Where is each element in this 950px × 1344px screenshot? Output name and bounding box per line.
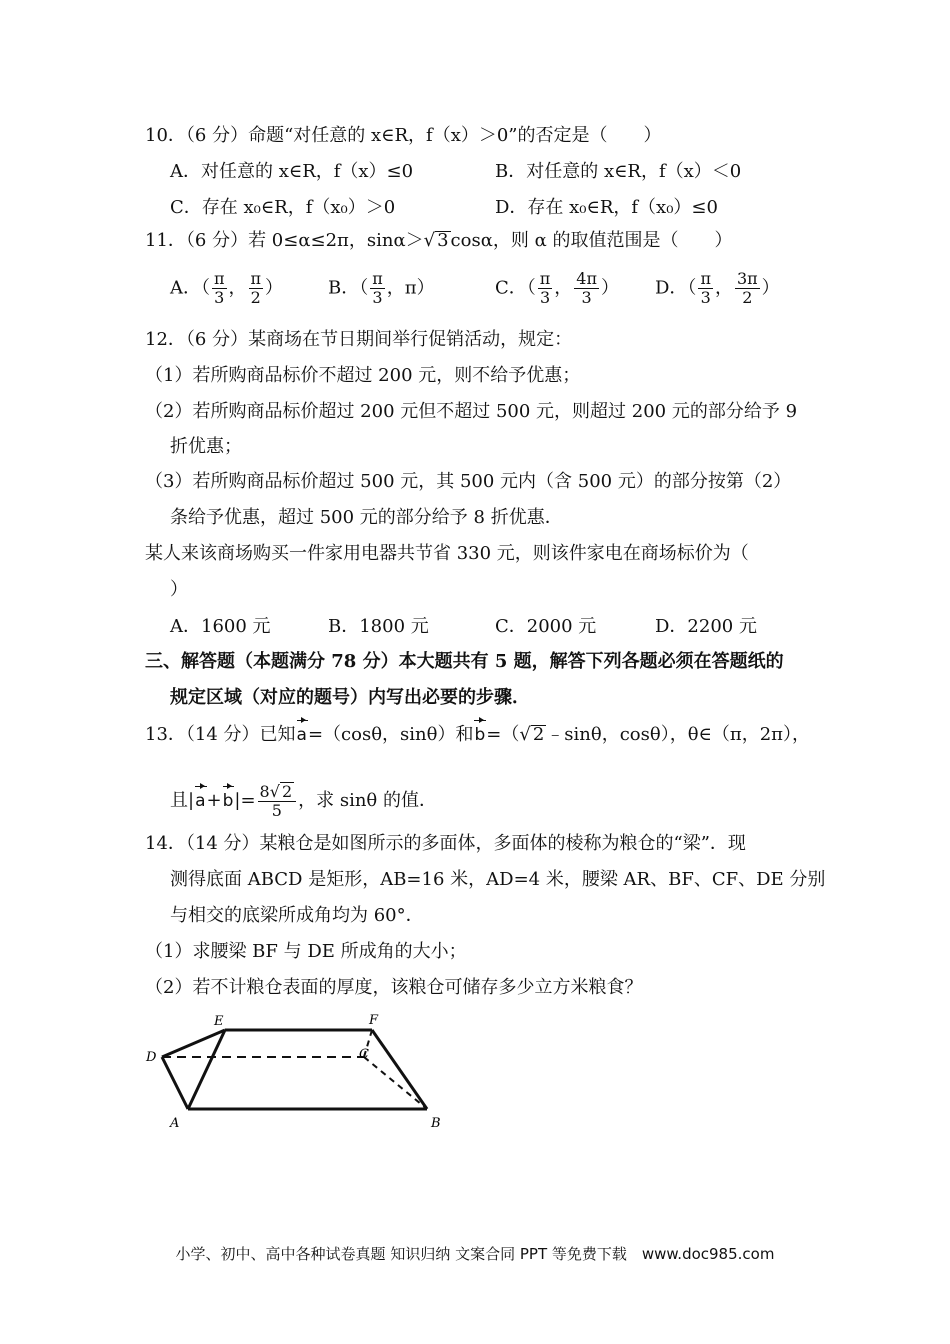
frac-num-radicand: 2: [281, 782, 293, 801]
q10-option-c: C．存在 x₀∈R，f（x₀）＞0: [170, 197, 396, 218]
q12-question-line2: ）: [170, 579, 188, 600]
q11-option-b: [328, 270, 435, 307]
q13-cond-start: 且|: [170, 790, 195, 811]
q11-stem: [145, 229, 732, 253]
q12-question-line1: 某人来该商场购买一件家用电器共节省 330 元，则该件家电在商场标价为（: [145, 543, 749, 564]
q12-rule-2-line1: （2）若所购商品标价超过 200 元但不超过 500 元，则超过 200 元的部分给予 9: [145, 401, 798, 422]
vector-b: b: [474, 725, 486, 745]
q13-vec-b-rest: ﹣sinθ，cosθ），θ∈（π，2π），: [546, 724, 810, 745]
q11-d-frac2: [735, 270, 760, 307]
q12-option-a: A．1600 元: [170, 616, 271, 637]
q12-option-b: B．1800 元: [328, 616, 429, 637]
q11-d-frac1: [698, 270, 713, 307]
q11-option-c: [495, 270, 619, 307]
q11-stem-end: cosα，则 α 的取值范围是（ ）: [450, 230, 733, 251]
q12-stem: 12．（6 分）某商场在节日期间举行促销活动，规定：: [145, 329, 573, 350]
q13-fraction: [258, 782, 297, 820]
q11-a-label: A．（: [170, 277, 210, 299]
frac-num: π: [700, 269, 711, 288]
q10-stem: 10．（6 分）命题“对任意的 x∈R，f（x）＞0”的否定是（ ）: [145, 125, 662, 146]
section3-heading-line1: 三、解答题（本题满分 78 分）本大题共有 5 题，解答下列各题必须在答题纸的: [145, 651, 784, 672]
comma: ，: [228, 277, 247, 299]
vertex-label-c: C: [359, 1047, 369, 1062]
sqrt3-expression: √ 3: [423, 230, 449, 251]
q11-option-a: [170, 270, 283, 307]
q12-option-c: C．2000 元: [495, 616, 597, 637]
section3-heading-line2: 规定区域（对应的题号）内写出必要的步骤．: [170, 687, 530, 708]
frac-den: 3: [581, 288, 592, 307]
q11-stem-start: 11．（6 分）若 0≤α≤2π，sinα＞: [145, 230, 424, 251]
q13-line2: [170, 782, 437, 820]
q11-a-frac2: [249, 270, 264, 307]
frac-num: 3π: [736, 269, 758, 288]
paren-close: ）: [761, 277, 780, 299]
frac-num: π: [539, 269, 551, 288]
granary-polyhedron-figure: [140, 1005, 450, 1135]
edge-fb: [372, 1030, 427, 1109]
frac-num: π: [214, 269, 225, 288]
vector-a: a: [195, 791, 206, 811]
frac-num: 4π: [576, 269, 597, 288]
frac-den: 5: [271, 801, 282, 820]
edge-da: [162, 1057, 188, 1109]
frac-den: 3: [700, 288, 711, 307]
q10-option-b: B．对任意的 x∈R，f（x）＜0: [495, 161, 742, 182]
q14-sub1: （1）求腰梁 BF 与 DE 所成角的大小；: [145, 941, 467, 962]
q11-b-label: B．（: [328, 277, 369, 299]
vector-b: b: [222, 791, 234, 811]
q12-rule-3-line2: 条给予优惠，超过 500 元的部分给予 8 折优惠．: [170, 507, 563, 528]
q13-vec-a-def: =（cosθ，sinθ）和: [307, 724, 474, 745]
q10-option-a: A．对任意的 x∈R，f（x）≤0: [170, 161, 414, 182]
q11-c-label: C．（: [495, 277, 536, 299]
vertex-label-d: D: [146, 1050, 157, 1065]
comma: ，: [554, 277, 573, 299]
vertex-label-e: E: [214, 1014, 224, 1029]
q11-b-frac1: [370, 270, 385, 307]
paren-close: ）: [601, 277, 619, 299]
vector-a: a: [296, 725, 307, 745]
frac-num-coef: 8: [259, 782, 270, 801]
q12-rule-1: （1）若所购商品标价不超过 200 元，则不给予优惠；: [145, 365, 581, 386]
q13-start: 13．（14 分）已知: [145, 724, 296, 745]
q13-ask: ，求 sinθ 的值．: [298, 790, 437, 811]
q14-sub2: （2）若不计粮仓表面的厚度，该粮仓可储存多少立方米粮食？: [145, 977, 643, 998]
sqrt2-radicand: 2: [532, 724, 545, 745]
q11-a-frac1: [212, 270, 227, 307]
q14-line2: 测得底面 ABCD 是矩形，AB=16 米，AD=4 米，腰梁 AR、BF、CF、DE 分别: [170, 869, 826, 890]
q12-rule-3-line1: （3）若所购商品标价超过 500 元，其 500 元内（含 500 元）的部分按第（2）: [145, 471, 792, 492]
q14-line3: 与相交的底梁所成角均为 60°．: [170, 905, 424, 926]
q12-option-d: D．2200 元: [655, 616, 757, 637]
frac-num: 8√ 2: [258, 782, 297, 802]
plus-sign: +: [206, 790, 222, 811]
frac-den: 3: [214, 288, 225, 307]
frac-den: 3: [372, 288, 383, 307]
sqrt3-radicand: 3: [437, 230, 449, 251]
vertex-label-b: B: [431, 1116, 441, 1131]
q11-b-rest: ，π）: [386, 277, 435, 299]
frac-den: 3: [539, 288, 551, 307]
q13-line1: [145, 723, 810, 747]
q10-option-d: D．存在 x₀∈R，f（x₀）≤0: [495, 197, 718, 218]
vertex-label-a: A: [170, 1116, 180, 1131]
q11-c-frac1: [538, 270, 553, 307]
frac-den: 2: [250, 288, 261, 307]
q11-d-label: D．（: [655, 277, 697, 299]
sqrt2-expression: √ 2: [519, 724, 545, 745]
frac-num: π: [372, 269, 383, 288]
vertex-label-f: F: [369, 1013, 379, 1028]
q12-rule-2-line2: 折优惠；: [170, 436, 242, 457]
q13-equals: |=: [234, 790, 256, 811]
q14-line1: 14．（14 分）某粮仓是如图所示的多面体，多面体的棱称为粮仓的“梁”．现: [145, 833, 746, 854]
comma: ，: [714, 277, 733, 299]
q13-vec-b-open: =（: [486, 724, 520, 745]
frac-den: 2: [742, 288, 753, 307]
paren-close: ）: [265, 277, 284, 299]
page-footer: 小学、初中、高中各种试卷真题 知识归纳 文案合同 PPT 等免费下载 www.doc985.com: [175, 1245, 775, 1263]
q11-option-d: [655, 270, 780, 307]
q11-c-frac2: [574, 270, 599, 307]
frac-num: π: [250, 269, 262, 288]
